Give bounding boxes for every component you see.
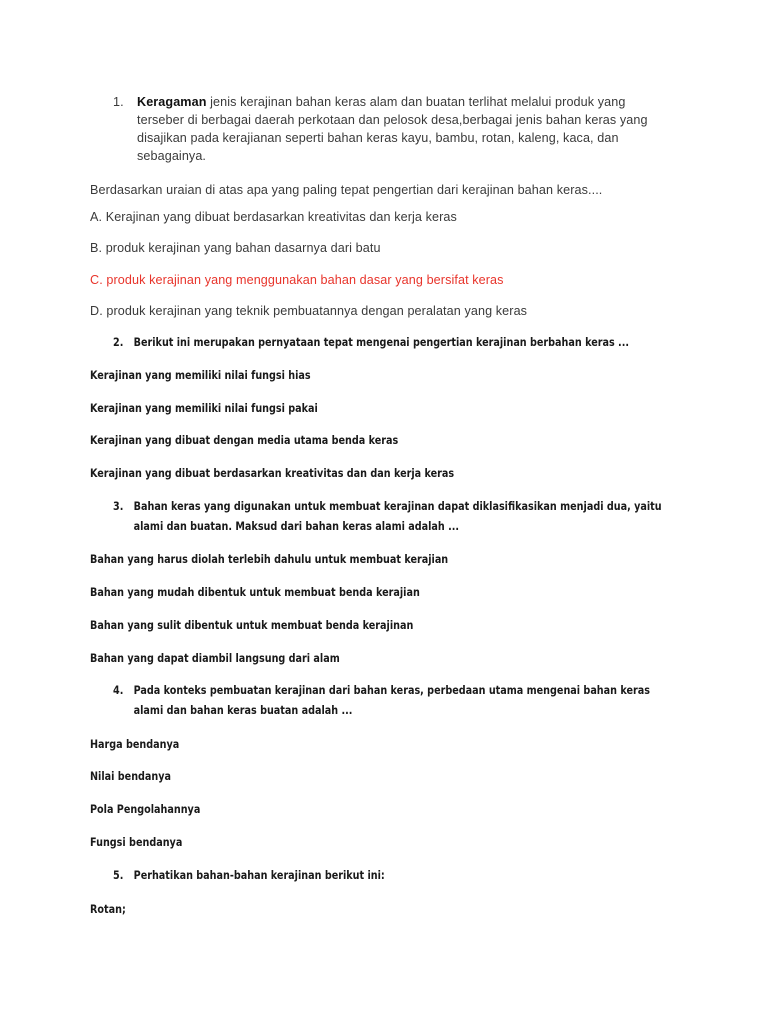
answer-option: Fungsi bendanya	[90, 836, 183, 849]
question-number: 5.	[113, 869, 124, 882]
answer-option: Bahan yang dapat diambil langsung dari alam	[90, 652, 340, 665]
answer-option: Harga bendanya	[90, 738, 180, 751]
answer-option: Bahan yang harus diolah terlebih dahulu untuk membuat kerajian	[90, 553, 449, 566]
question-2	[113, 333, 693, 353]
answer-option: Kerajinan yang dibuat berdasarkan kreativitas dan dan kerja keras	[90, 467, 455, 480]
question-lead-term: Keragaman	[137, 95, 207, 109]
question-1	[113, 93, 693, 165]
question-number: 4.	[113, 684, 124, 697]
question-text-line: jenis kerajinan bahan keras alam dan buatan terlihat melalui produk yang	[210, 95, 626, 109]
question-5	[113, 866, 693, 886]
answer-option: Kerajinan yang memiliki nilai fungsi pakai	[90, 402, 318, 415]
question-text	[137, 93, 693, 165]
question-text: Perhatikan bahan-bahan kerajinan berikut ini:	[133, 869, 385, 882]
answer-option: Kerajinan yang dibuat dengan media utama benda keras	[90, 434, 399, 447]
question-text-line: alami dan bahan keras buatan adalah ...	[133, 704, 353, 717]
answer-option: Rotan;	[90, 903, 126, 916]
question-3	[113, 497, 693, 537]
question-text-line: alami dan buatan. Maksud dari bahan keras alami adalah ...	[133, 520, 460, 533]
question-text	[134, 497, 681, 537]
question-text	[134, 681, 681, 721]
answer-option-a: A. Kerajinan yang dibuat berdasarkan kreativitas dan kerja keras	[90, 210, 457, 224]
question-text-line: Pada konteks pembuatan kerajinan dari bahan keras, perbedaan utama mengenai bahan keras	[133, 684, 650, 697]
question-4	[113, 681, 693, 721]
answer-option: Nilai bendanya	[90, 770, 172, 783]
answer-option-b: B. produk kerajinan yang bahan dasarnya dari batu	[90, 241, 381, 255]
question-1-prompt: Berdasarkan uraian di atas apa yang paling tepat pengertian dari kerajinan bahan keras....	[90, 183, 603, 197]
question-number: 2.	[113, 336, 124, 349]
answer-option: Bahan yang mudah dibentuk untuk membuat benda kerajian	[90, 586, 420, 599]
answer-option: Bahan yang sulit dibentuk untuk membuat benda kerajinan	[90, 619, 414, 632]
question-text-line: terseber di berbagai daerah perkotaan dan pelosok desa,berbagai jenis bahan keras yang	[137, 113, 648, 127]
question-text-line: Bahan keras yang digunakan untuk membuat kerajinan dapat diklasifikasikan menjadi dua, yaitu	[133, 500, 662, 513]
question-text-line: sebagainya.	[137, 149, 207, 163]
answer-option-c-correct: C. produk kerajinan yang menggunakan bahan dasar yang bersifat keras	[90, 273, 504, 287]
answer-option: Pola Pengolahannya	[90, 803, 201, 816]
answer-option-d: D. produk kerajinan yang teknik pembuatannya dengan peralatan yang keras	[90, 304, 528, 318]
question-text: Berikut ini merupakan pernyataan tepat mengenai pengertian kerajinan berbahan keras ...	[133, 336, 630, 349]
question-number: 1.	[113, 95, 124, 109]
answer-option: Kerajinan yang memiliki nilai fungsi hias	[90, 369, 311, 382]
question-text-line: disajikan pada kerajianan seperti bahan keras kayu, bambu, rotan, kaleng, kaca, dan	[137, 131, 619, 145]
question-number: 3.	[113, 500, 124, 513]
